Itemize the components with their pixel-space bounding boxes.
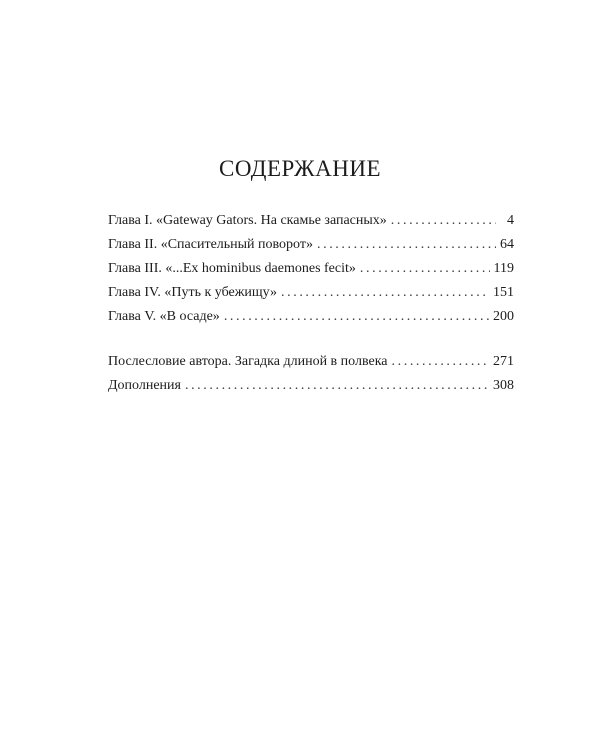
toc-entry-title: Глава II. «Спасительный поворот» [108, 237, 313, 252]
toc-entry-page-number: 271 [493, 354, 514, 369]
dot-leader [224, 305, 489, 329]
dot-leader [391, 209, 496, 233]
toc-entry-title: Дополнения [108, 378, 181, 393]
toc-entry-chapter-4 [108, 281, 514, 305]
dot-leader [185, 374, 489, 398]
toc-appendix-list [108, 350, 514, 398]
toc-entry-chapter-3 [108, 257, 514, 281]
toc-entry-page-number: 64 [500, 237, 514, 252]
toc-entry-page-number: 151 [493, 285, 514, 300]
toc-entry-title: Глава V. «В осаде» [108, 309, 220, 324]
toc-entry-supplements [108, 374, 514, 398]
toc-entry-page-number: 119 [493, 261, 514, 276]
toc-entry-title: Глава IV. «Путь к убежищу» [108, 285, 278, 300]
dot-leader [281, 281, 489, 305]
toc-entry-afterword [108, 350, 514, 374]
toc-entry-page-number: 200 [493, 309, 514, 324]
toc-chapter-list [108, 209, 514, 329]
toc-entry-title: Глава I. «Gateway Gators. На скамье запасных» [108, 213, 387, 228]
page-title: СОДЕРЖАНИЕ [218, 156, 381, 181]
toc-entry-chapter-2 [108, 233, 514, 257]
toc-entry-title: Глава III. «...Ex hominibus daemones fecit» [108, 261, 356, 276]
toc-entry-chapter-1 [108, 209, 514, 233]
toc-entry-title: Послесловие автора. Загадка длиной в полвека [108, 354, 388, 369]
dot-leader [360, 257, 490, 281]
toc-entry-chapter-5 [108, 305, 514, 329]
toc-entry-page-number: 308 [493, 378, 514, 393]
dot-leader [392, 350, 489, 374]
toc-entry-page-number: 4 [507, 213, 514, 228]
dot-leader [317, 233, 496, 257]
